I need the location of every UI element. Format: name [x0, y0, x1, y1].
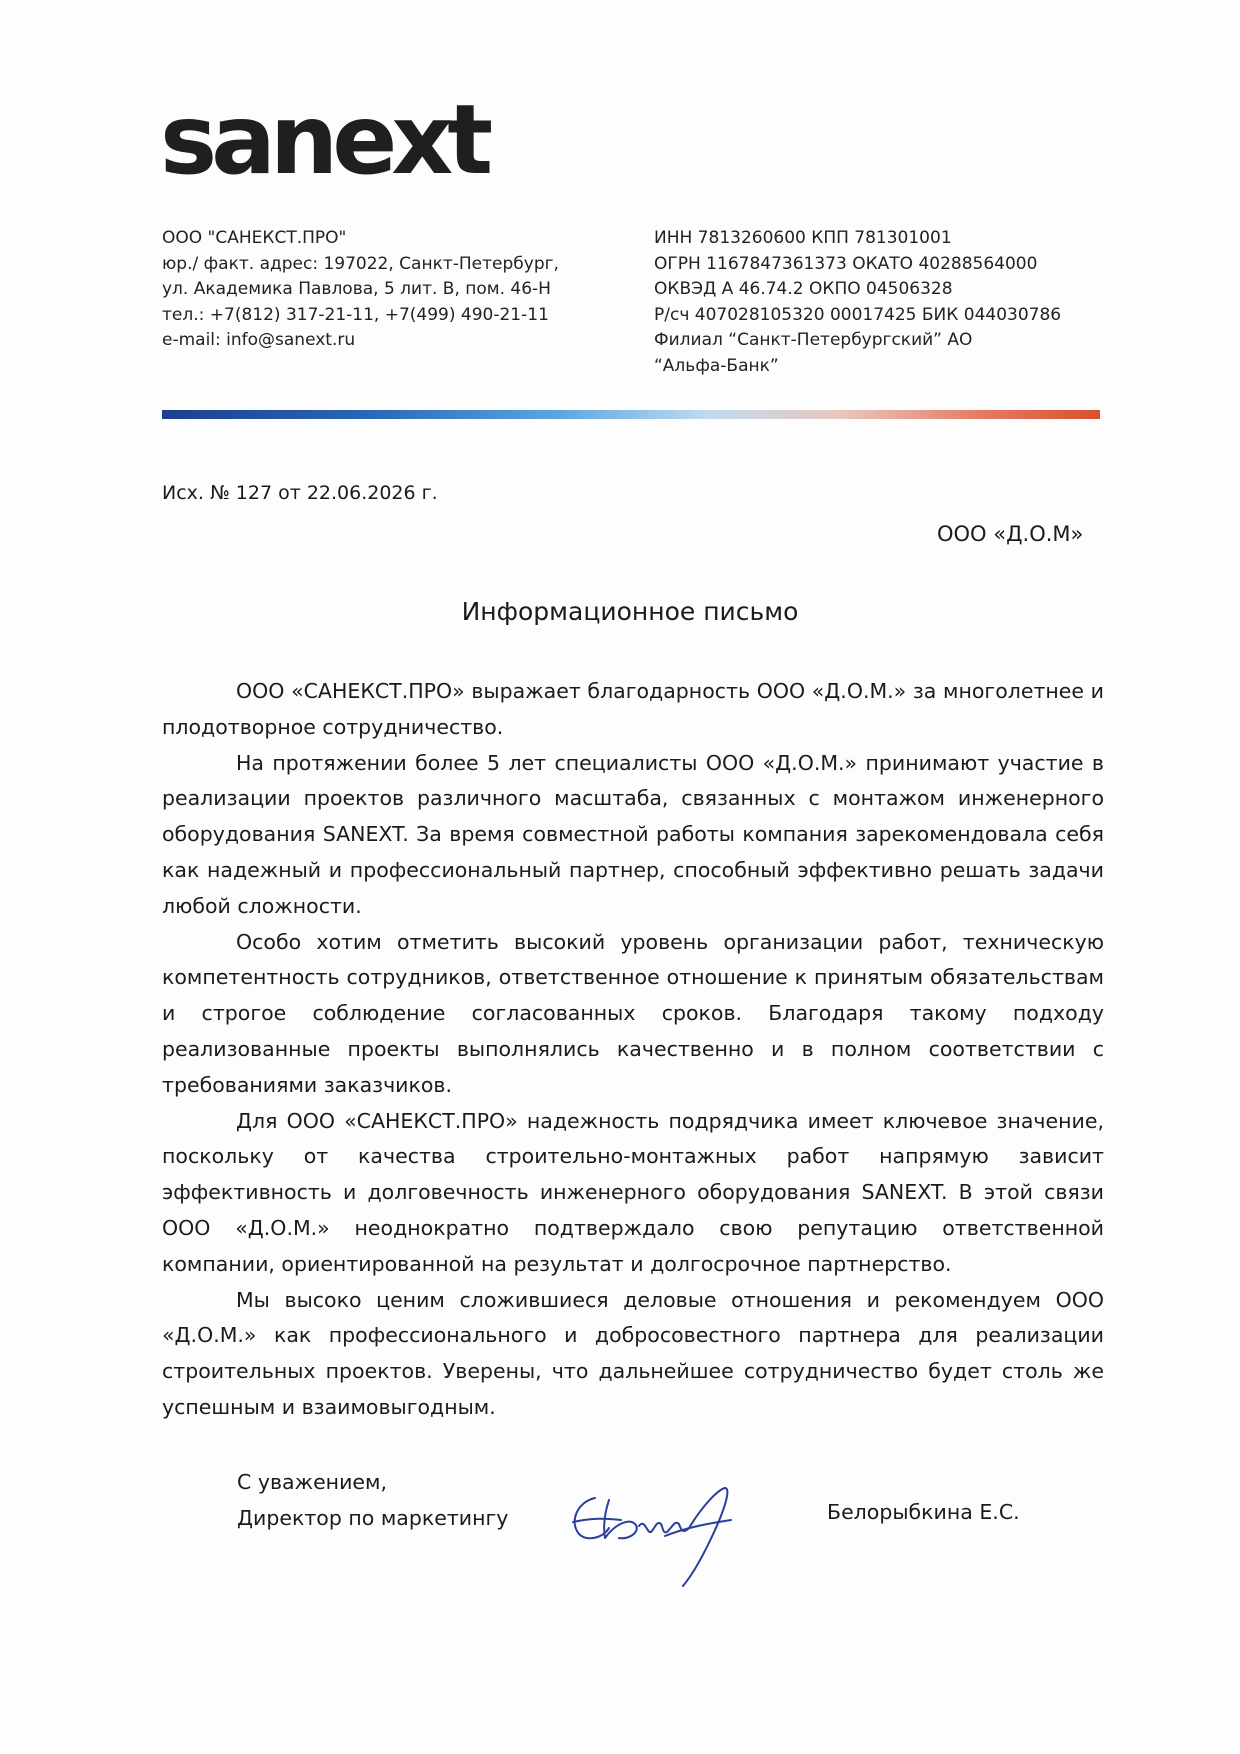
letter-title: Информационное письмо [461, 597, 799, 626]
bank-branch: Филиал “Санкт-Петербургский” АО “Альфа-Банк” [654, 330, 973, 376]
paragraph: Особо хотим отметить высокий уровень организации работ, техническую компетентность сотрудников, ответственное отношение к принятым обязательствам и строгое соблюдение согласованных сроков. Благодаря такому подходу реализованные проекты выполнялись качественно и в полном соответствии с требованиями заказчиков. [162, 929, 1104, 1097]
street-address: ул. Академика Павлова, 5 лит. В, пом. 46-Н [162, 279, 551, 299]
paragraph: Для ООО «САНЕКСТ.ПРО» надежность подрядчика имеет ключевое значение, поскольку от качества строительно-монтажных работ напрямую зависит эффективность и долговечность инженерного оборудования SANEXT. В этой связи ООО «Д.О.М.» неоднократно подтверждало свою репутацию ответственной компании, ориентированной на результат и долгосрочное партнерство. [162, 1108, 1104, 1276]
handwritten-signature-icon [565, 1478, 755, 1588]
signer-position: Директор по маркетингу [237, 1506, 509, 1530]
account-bik: Р/сч 407028105320 00017425 БИК 044030786 [654, 304, 1062, 325]
signer-name: Белорыбкина Е.С. [827, 1500, 1020, 1524]
ogrn-okato: ОГРН 1167847361373 ОКАТО 40288564000 [654, 253, 1038, 274]
sanext-logo [160, 84, 488, 196]
letter-body [162, 674, 1104, 1426]
addressee: ООО «Д.О.М» [937, 522, 1084, 546]
closing-block [237, 1464, 508, 1536]
company-requisites [162, 226, 592, 354]
inn-kpp: ИНН 7813260600 КПП 781301001 [654, 228, 952, 248]
phone: тел.: +7(812) 317-21-11, +7(499) 490-21-11 [162, 304, 549, 325]
okved-okpo: ОКВЭД А 46.74.2 ОКПО 04506328 [654, 279, 953, 299]
legal-address: юр./ факт. адрес: 197022, Санкт-Петербург, [162, 253, 559, 274]
closing-phrase: С уважением, [237, 1470, 388, 1494]
email: e-mail: info@sanext.ru [162, 330, 356, 350]
paragraph: Мы высоко ценим сложившиеся деловые отношения и рекомендуем ООО «Д.О.М.» как профессионального и добросовестного партнера для реализации строительных проектов. Уверены, что дальнейшее сотрудничество будет столь же успешным и взаимовыгодным. [162, 1287, 1104, 1419]
bank-requisites [654, 226, 1084, 379]
logo-wordmark: sanext [160, 84, 488, 196]
paragraph: На протяжении более 5 лет специалисты ООО «Д.О.М.» принимают участие в реализации проектов различного масштаба, связанных с монтажом инженерного оборудования SANEXT. За время совместной работы компания зарекомендовала себя как надежный и профессиональный партнер, способный эффективно решать задачи любой сложности. [162, 750, 1104, 918]
header-divider-stripe [162, 410, 1100, 419]
outgoing-number: Исх. № 127 от 22.06.2026 г. [162, 482, 438, 504]
paragraph: ООО «САНЕКСТ.ПРО» выражает благодарность ООО «Д.О.М.» за многолетнее и плодотворное сотрудничество. [162, 679, 1104, 739]
company-name: ООО "САНЕКСТ.ПРО" [162, 228, 347, 248]
